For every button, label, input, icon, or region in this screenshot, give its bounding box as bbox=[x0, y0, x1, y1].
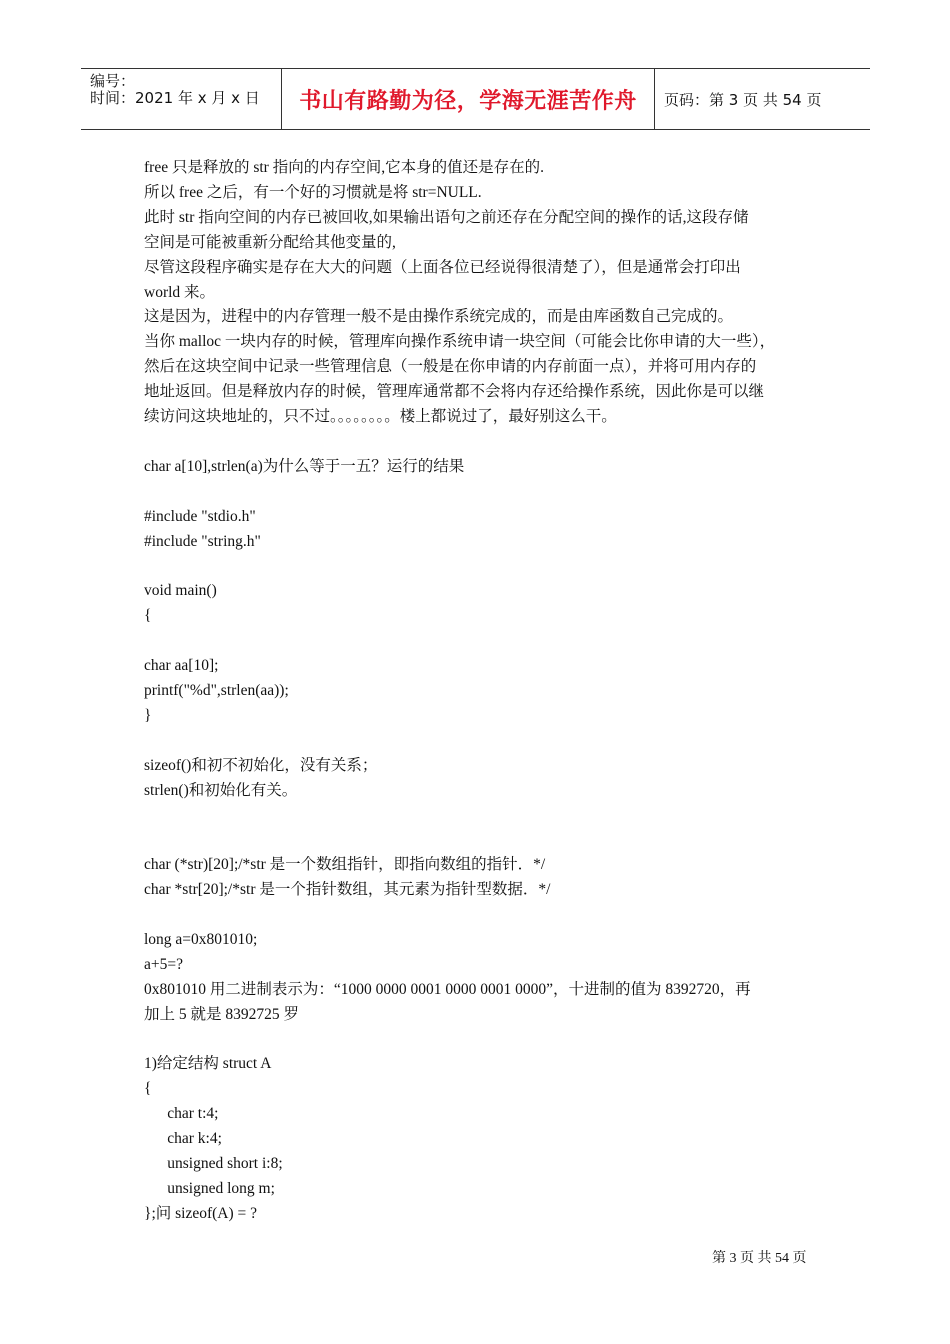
text-line: 1)给定结构 struct A bbox=[144, 1055, 272, 1073]
text-line: 此时 str 指向空间的内存已被回收,如果输出语句之前还存在分配空间的操作的话,这段存储 bbox=[144, 208, 749, 226]
number-label: 编号： bbox=[90, 72, 136, 90]
text-line: 地址返回。但是释放内存的时候，管理库通常都不会将内存还给操作系统，因此你是可以继 bbox=[144, 383, 765, 401]
text-line bbox=[144, 828, 814, 853]
text-line: #include "string.h" bbox=[144, 532, 261, 550]
text-line bbox=[144, 480, 814, 505]
text-line: char t:4; bbox=[144, 1105, 219, 1123]
text-line bbox=[144, 629, 814, 654]
text-line: 续访问这块地址的，只不过。。。。。。。。楼上都说过了，最好别这么干。 bbox=[144, 408, 617, 426]
text-line: { bbox=[144, 607, 152, 625]
text-line bbox=[144, 430, 814, 455]
text-line: 加上 5 就是 8392725 罗 bbox=[144, 1005, 300, 1023]
text-line: char k:4; bbox=[144, 1130, 222, 1148]
header-meta bbox=[81, 69, 282, 129]
text-line: 空间是可能被重新分配给其他变量的, bbox=[144, 233, 396, 251]
text-line: world 来。 bbox=[144, 283, 216, 301]
text-line: 0x801010 用二进制表示为：“1000 0000 0001 0000 0001 0000”，十进制的值为 8392720，再 bbox=[144, 980, 751, 998]
text-line bbox=[144, 1028, 814, 1053]
page-header bbox=[81, 68, 870, 130]
text-line: 当你 malloc 一块内存的时候，管理库向操作系统申请一块空间（可能会比你申请的大一些）， bbox=[144, 333, 776, 351]
text-line: char a[10],strlen(a)为什么等于一五？运行的结果 bbox=[144, 457, 465, 475]
text-line: free 只是释放的 str 指向的内存空间,它本身的值还是存在的. bbox=[144, 159, 544, 176]
text-line: long a=0x801010; bbox=[144, 930, 258, 948]
text-line: 然后在这块空间中记录一些管理信息（一般是在你申请的内存前面一点），并将可用内存的 bbox=[144, 358, 757, 376]
text-line: 尽管这段程序确实是存在大大的问题（上面各位已经说得很清楚了），但是通常会打印出 bbox=[144, 258, 741, 276]
text-line: #include "stdio.h" bbox=[144, 507, 256, 525]
text-line bbox=[144, 729, 814, 754]
text-line: char *str[20];/*str 是一个指针数组，其元素为指针型数据．*/ bbox=[144, 881, 551, 899]
text-line: unsigned long m; bbox=[144, 1180, 275, 1198]
text-line: char (*str)[20];/*str 是一个数组指针，即指向数组的指针．*/ bbox=[144, 856, 546, 874]
text-line: 所以 free 之后，有一个好的习惯就是将 str=NULL. bbox=[144, 183, 482, 201]
text-line: a+5=? bbox=[144, 955, 183, 973]
text-line: { bbox=[144, 1080, 152, 1098]
text-line: };问 sizeof(A) = ? bbox=[144, 1204, 258, 1222]
text-line bbox=[144, 803, 814, 828]
header-page-label: 页码：第 3 页 共 54 页 bbox=[664, 90, 822, 109]
document-body bbox=[144, 156, 814, 1227]
text-line bbox=[144, 903, 814, 928]
text-line: unsigned short i:8; bbox=[144, 1155, 283, 1173]
text-line bbox=[144, 554, 814, 579]
text-line: printf("%d",strlen(aa)); bbox=[144, 681, 289, 699]
text-line: void main() bbox=[144, 582, 217, 600]
text-line: char aa[10]; bbox=[144, 657, 219, 675]
time-label: 时间：2021 年 x 月 x 日 bbox=[90, 89, 260, 107]
footer-page-number: 第 3 页 共 54 页 bbox=[712, 1251, 807, 1266]
text-line: sizeof()和初不初始化，没有关系； bbox=[144, 756, 378, 774]
text-line: strlen()和初始化有关。 bbox=[144, 781, 298, 799]
text-line: } bbox=[144, 706, 152, 724]
text-line: 这是因为，进程中的内存管理一般不是由操作系统完成的，而是由库函数自己完成的。 bbox=[144, 308, 734, 326]
header-motto: 书山有路勤为径，学海无涯苦作舟 bbox=[282, 69, 655, 129]
